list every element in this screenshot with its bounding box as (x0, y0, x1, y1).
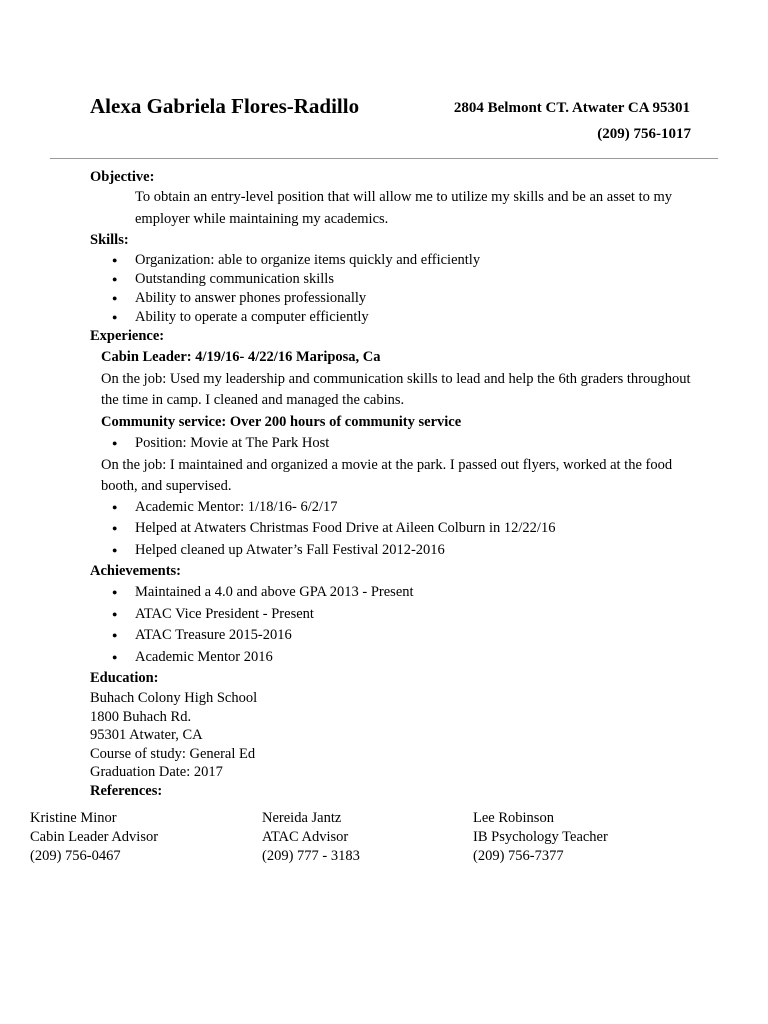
education-school: Buhach Colony High School (90, 690, 258, 706)
list-item: ● Ability to operate a computer efficiently (90, 308, 710, 327)
education-city: 95301 Atwater, CA (90, 727, 203, 743)
reference-card (262, 809, 360, 866)
list-item: ● Academic Mentor: 1/18/16- 6/2/17 (90, 497, 710, 519)
cabin-leader-line-1: On the job: Used my leadership and communication skills to lead and help the 6th graders throughout (101, 370, 691, 387)
list-item: ● Position: Movie at The Park Host (90, 433, 710, 455)
header-divider (50, 158, 718, 159)
reference-title: ATAC Advisor (262, 829, 349, 845)
education-heading: Education: (90, 670, 159, 686)
cabin-leader-line-2: the time in camp. I cleaned and managed the cabins. (101, 391, 405, 408)
achievements-section (90, 561, 710, 668)
cabin-leader-title: Cabin Leader: 4/19/16- 4/22/16 Mariposa, Ca (101, 349, 381, 365)
list-item: ● ATAC Vice President - Present (90, 604, 710, 626)
skills-heading: Skills: (90, 232, 129, 248)
list-item: ● Ability to answer phones professionally (90, 289, 710, 308)
list-item: ● Organization: able to organize items quickly and efficiently (90, 251, 710, 270)
education-section (90, 668, 710, 782)
skills-section (90, 230, 710, 327)
reference-card (30, 809, 158, 866)
references-heading: References: (90, 782, 163, 799)
reference-phone: (209) 777 - 3183 (262, 848, 360, 864)
list-item: ● ATAC Treasure 2015-2016 (90, 625, 710, 647)
resume-body (90, 168, 710, 801)
objective-line-2: employer while maintaining my academics. (135, 210, 389, 227)
list-item: ● Academic Mentor 2016 (90, 647, 710, 669)
experience-other-list (90, 497, 710, 562)
reference-name: Kristine Minor (30, 810, 117, 826)
education-street: 1800 Buhach Rd. (90, 708, 192, 725)
achievements-list (90, 582, 710, 668)
reference-name: Nereida Jantz (262, 810, 342, 826)
community-service-line-1: On the job: I maintained and organized a movie at the park. I passed out flyers, worked at the food (101, 456, 673, 473)
objective-section (90, 168, 710, 230)
applicant-phone: (209) 756-1017 (597, 126, 691, 142)
achievements-heading: Achievements: (90, 563, 182, 579)
reference-phone: (209) 756-7377 (473, 848, 564, 864)
applicant-name: Alexa Gabriela Flores-Radillo (90, 94, 360, 118)
skills-list (90, 251, 710, 327)
objective-line-1: To obtain an entry-level position that will allow me to utilize my skills and be an asset to my (135, 189, 672, 205)
reference-name: Lee Robinson (473, 810, 554, 826)
education-course: Course of study: General Ed (90, 745, 256, 762)
objective-heading: Objective: (90, 169, 155, 185)
experience-section (90, 327, 710, 561)
experience-heading: Experience: (90, 328, 165, 344)
community-service-list (90, 433, 710, 455)
community-service-line-2: booth, and supervised. (101, 477, 232, 494)
education-graduation: Graduation Date: 2017 (90, 764, 223, 780)
applicant-address: 2804 Belmont CT. Atwater CA 95301 (453, 100, 690, 116)
reference-phone: (209) 756-0467 (30, 848, 121, 864)
reference-title: IB Psychology Teacher (473, 829, 608, 845)
list-item: ● Helped cleaned up Atwater’s Fall Festival 2012-2016 (90, 540, 710, 562)
reference-card (473, 809, 608, 866)
reference-title: Cabin Leader Advisor (30, 829, 159, 845)
list-item: ● Maintained a 4.0 and above GPA 2013 - Present (90, 582, 710, 604)
list-item: ● Helped at Atwaters Christmas Food Drive at Aileen Colburn in 12/22/16 (90, 518, 710, 540)
list-item: ● Outstanding communication skills (90, 270, 710, 289)
community-service-title: Community service: Over 200 hours of community service (101, 413, 462, 430)
